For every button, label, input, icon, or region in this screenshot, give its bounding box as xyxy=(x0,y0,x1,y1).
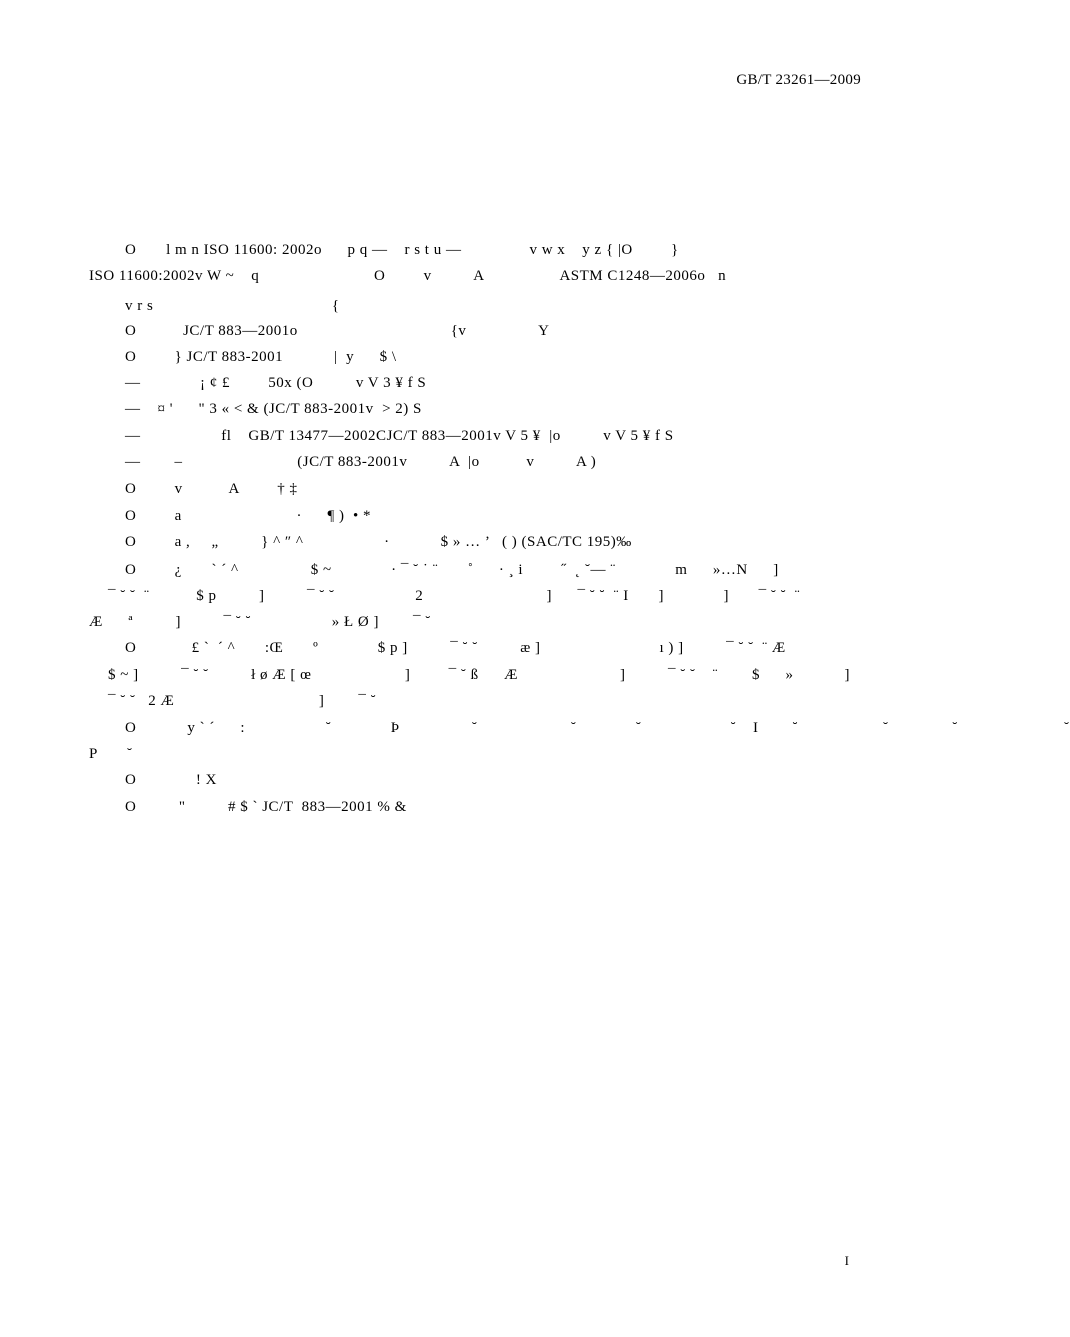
paragraph-line: O a , „ } ^ ″ ^ · $ » … ’ ( ) (SAC/TC 195)‰ xyxy=(125,534,632,550)
paragraph-line: O a · ¶ ) • * xyxy=(125,508,372,524)
paragraph-line: O ¿ ` ´ ^ $ ~ · ¯ ˘ ˙ ¨ ˚ · ¸ i ˝ ˛ ˘— ¨ m »…N ] xyxy=(125,562,779,578)
paragraph-line: Æ ª ] ¯ ˘ ˘ » Ł Ø ] ¯ ˘ xyxy=(89,614,431,630)
paragraph-line: O " # $ ` JC/T 883—2001 % & xyxy=(125,799,407,815)
paragraph-line: O v A † ‡ xyxy=(125,481,298,497)
paragraph-line: v r s { xyxy=(125,298,340,314)
paragraph-line: O l m n ISO 11600: 2002o p q — r s t u — v w x y z { |O } xyxy=(125,242,679,258)
paragraph-line: ¯ ˘ ˘ ¨ $ p ] ¯ ˘ ˘ 2 ] ¯ ˘ ˘ ¨ I ] ] ¯ ˘ ˘ ¨ xyxy=(108,588,801,604)
paragraph-line: P ˘ xyxy=(89,746,133,762)
paragraph-line: O y ` ´ : ˘ Þ ˘ ˘ ˘ ˘ I ˘ ˘ ˘ ˘ xyxy=(125,720,1070,736)
paragraph-line: O JC/T 883—2001o {v Y xyxy=(125,323,550,339)
paragraph-line: O } JC/T 883-2001 | y $ \ xyxy=(125,349,397,365)
paragraph-line: ISO 11600:2002v W ~ q O v A ASTM C1248—2006o n xyxy=(89,268,727,284)
paragraph-line: O £ ` ´ ^ :Œ º $ p ] ¯ ˘ ˘ æ ] ı ) ] ¯ ˘ ˘ ¨ Æ xyxy=(125,640,786,656)
list-item-line: — ¤ ' " 3 « < & (JC/T 883-2001v > 2) S xyxy=(125,401,422,417)
list-item-line: — fl GB/T 13477—2002CJC/T 883—2001v V 5 ¥ |o v V 5 ¥ f S xyxy=(125,428,674,444)
paragraph-line: $ ~ ] ¯ ˘ ˘ ł ø Æ [ œ ] ¯ ˘ ß Æ ] ¯ ˘ ˘ ¨ $ » ] xyxy=(108,667,850,683)
paragraph-line: ¯ ˘ ˘ 2 Æ ] ¯ ˘ xyxy=(108,693,377,709)
paragraph-line: O ! X xyxy=(125,772,217,788)
page-number: I xyxy=(844,1253,849,1268)
list-item-line: — – (JC/T 883-2001v A |o v A ) xyxy=(125,454,597,470)
list-item-line: — ¡ ¢ £ 50x (O v V 3 ¥ f S xyxy=(125,375,427,391)
standard-code: GB/T 23261—2009 xyxy=(736,72,861,88)
